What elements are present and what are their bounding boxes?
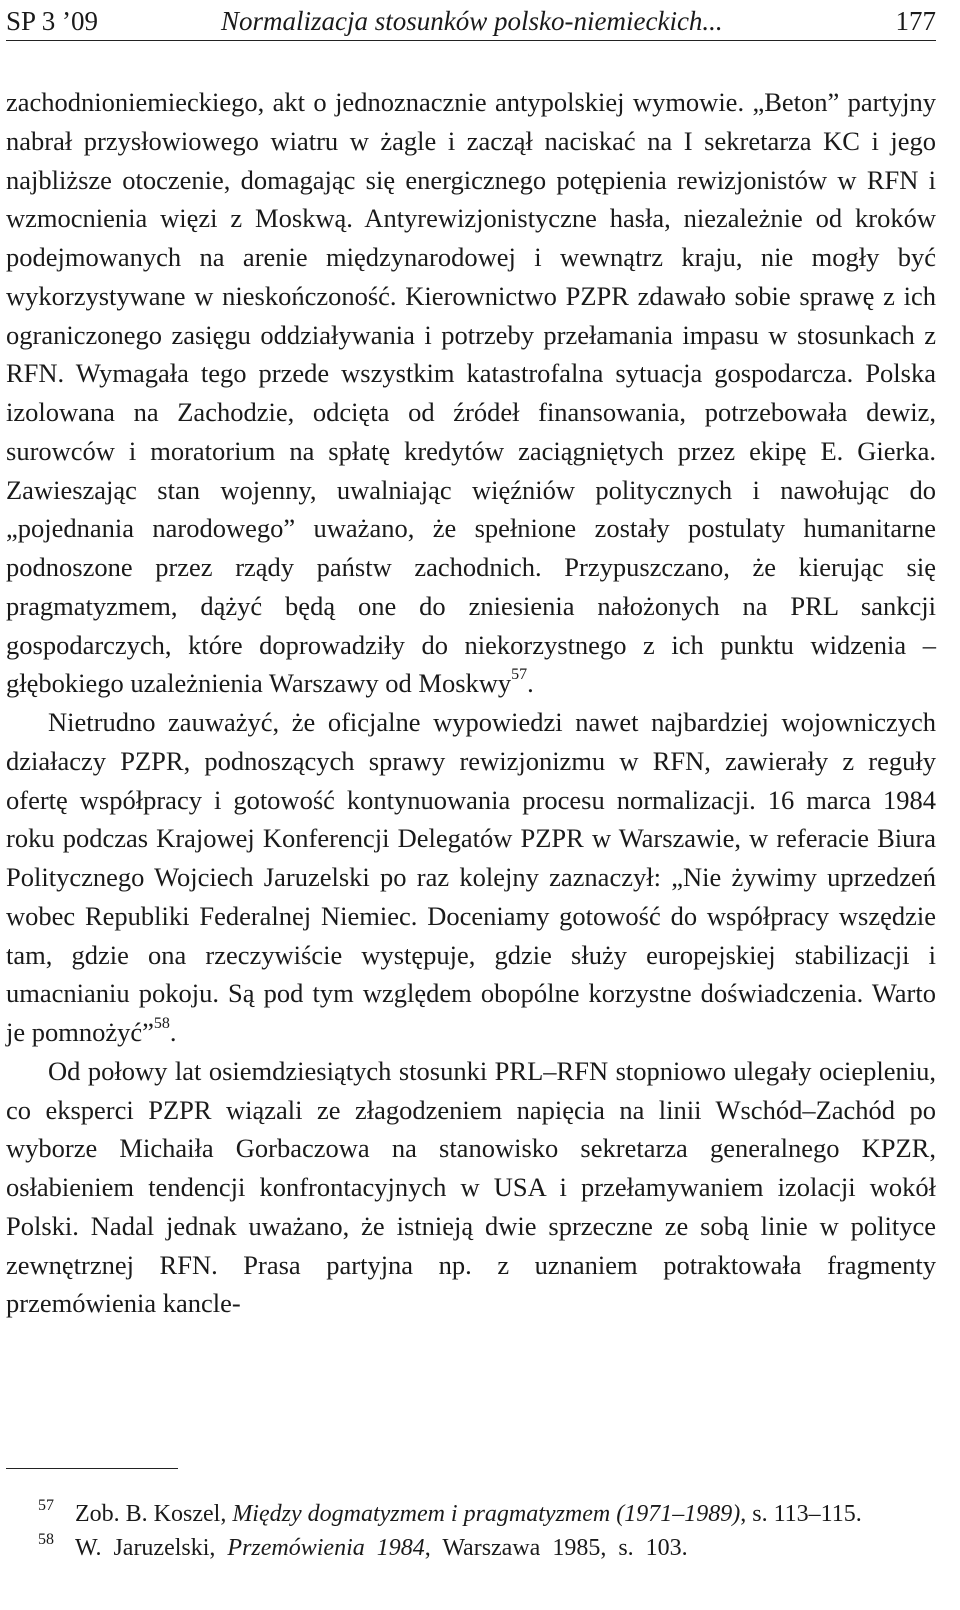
journal-label: SP 3 ’09 [6, 6, 99, 36]
footnote-58 [6, 1531, 936, 1565]
paragraph-end: . [527, 668, 534, 699]
footnote-number: 58 [38, 1531, 54, 1548]
running-header [6, 2, 936, 41]
paragraph-2 [6, 703, 936, 1052]
footnote-number: 57 [38, 1497, 54, 1514]
footnote-title: Między dogmatyzmem i pragmatyzmem (1971–1989) [232, 1501, 741, 1527]
paragraph-3 [6, 1052, 936, 1323]
body-text [6, 83, 936, 1323]
paragraph-1 [6, 83, 936, 703]
paragraph-end: . [169, 1017, 177, 1047]
footnote-ref-58[interactable]: 58 [153, 1015, 170, 1032]
paragraph-text: Nietrudno zauważyć, że oficjalne wypowiedzi nawet najbardziej wojowniczych działaczy PZPR, podnoszących sprawy rewizjonizmu w RFN, zawierały z reguły ofertę współpracy i gotowość kontynuowania procesu normalizacji. 16 marca 1984 roku podczas Krajowej Konferencji Delegatów PZPR w Warszawie, w referacie Biura Politycznego Wojciech Jaruzelski po raz kolejny zaznaczył: „Nie żywimy uprzedzeń wobec Republiki Federalnej Niemiec. Doceniamy gotowość do współpracy wszędzie tam, gdzie ona rzeczywiście występuje, gdzie służy europejskiej stabilizacji i umacnianiu pokoju. Są pod tym względem obopólne korzystne doświadczenia. Warto je pomnożyć” [6, 707, 936, 1047]
footnote-57 [6, 1497, 936, 1531]
footnote-title: Przemówienia 1984 [227, 1535, 425, 1561]
page-number: 177 [895, 6, 936, 36]
footnote-author: Zob. B. Koszel, [75, 1501, 227, 1527]
paragraph-text: zachodnioniemieckiego, akt o jednoznacznie antypolskiej wymowie. „Beton” partyjny nabrał przysłowiowego wiatru w żagle i zaczął naciskać na I sekretarza KC i jego najbliższe otoczenie, domagając się energicznego potępienia rewizjonistów w RFN i wzmocnienia więzi z Moskwą. Antyrewizjonistyczne hasła, niezależnie od kroków podejmowanych na arenie międzynarodowej i wewnątrz kraju, nie mogły być wykorzystywane w nieskończoność. Kierownictwo PZPR zdawało sobie sprawę z ich ograniczonego zasięgu oddziaływania i potrzeby przełamania impasu w stosunkach z RFN. Wymagała tego przede wszystkim katastrofalna sytuacja gospodarcza. Polska izolowana na Zachodzie, odcięta od źródeł finansowania, potrzebowała dewiz, surowców i moratorium na spłatę kredytów zaciągniętych przez ekipę E. Gierka. Zawieszając stan wojenny, uwalniając więźniów politycznych i nawołując do „pojednania narodowego” uważano, że spełnione zostały postulaty humanitarne podnoszone przez rządy państw zachodnich. Przypuszczano, że kierując się pragmatyzmem, dążyć będą one do zniesienia nałożonych na PRL sankcji gospodarczych, które doprowadziły do niekorzystnego z ich punktu widzenia – głębokiego uzależnienia Warszawy od Moskwy [6, 87, 936, 699]
footnote-separator [6, 1468, 178, 1469]
footnotes [6, 1497, 936, 1565]
running-title: Normalizacja stosunków polsko-niemieckich... [221, 6, 723, 36]
footnote-ref-57[interactable]: 57 [511, 666, 528, 684]
footnote-rest: , s. 113–115. [740, 1501, 862, 1527]
footnote-author: W. Jaruzelski, [75, 1535, 216, 1561]
footnote-rest: , Warszawa 1985, s. 103. [424, 1535, 688, 1561]
paragraph-text: Od połowy lat osiemdziesiątych stosunki PRL–RFN stopniowo ulegały ociepleniu, co eksperci PZPR wiązali ze złagodzeniem napięcia na linii Wschód–Zachód po wyborze Michaiła Gorbaczowa na stanowisko sekretarza generalnego KPZR, osłabieniem tendencji konfrontacyjnych w USA i przełamywaniem izolacji wokół Polski. Nadal jednak uważano, że istnieją dwie sprzeczne ze sobą linie w polityce zewnętrznej RFN. Prasa partyjna np. z uznaniem potraktowała fragmenty przemówienia kancle- [6, 1055, 936, 1319]
